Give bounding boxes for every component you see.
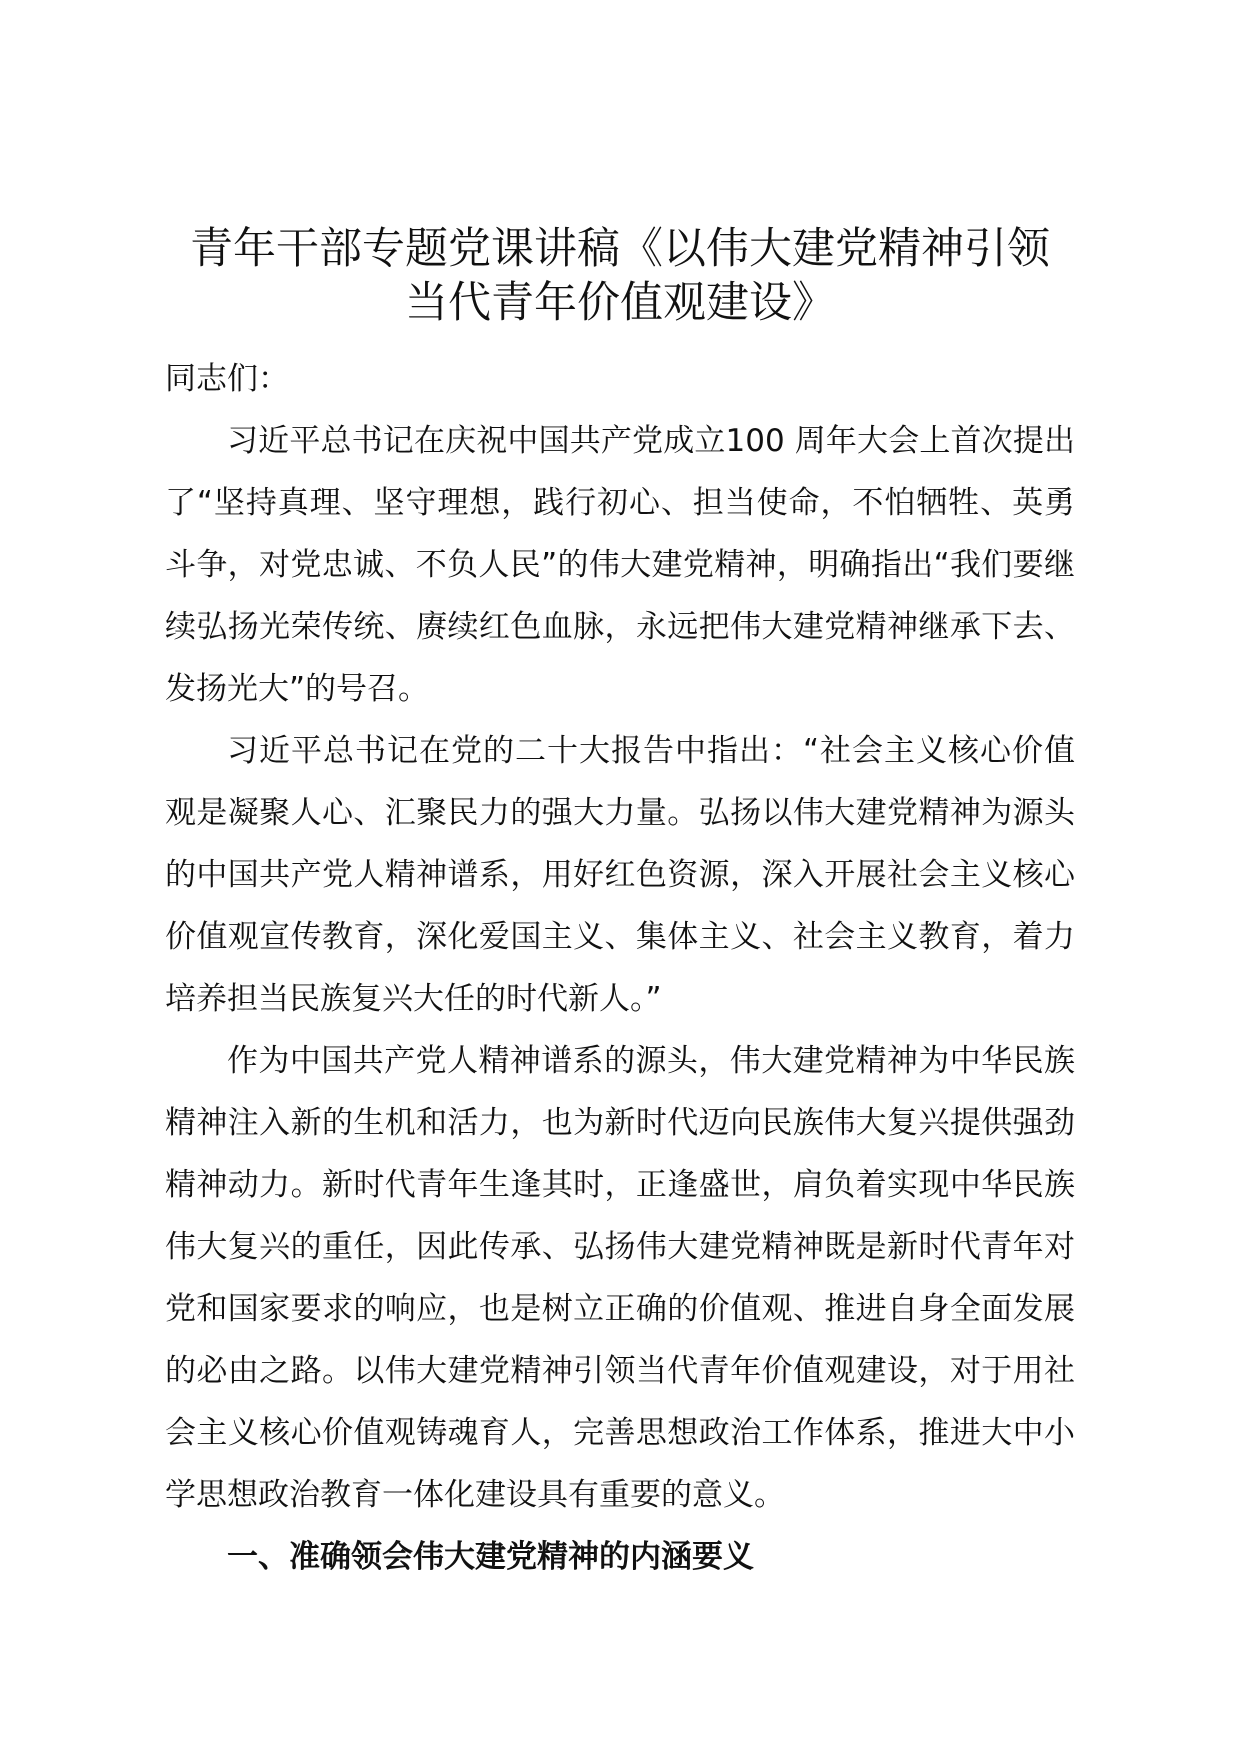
- title-line-2: 当代青年价值观建设》: [405, 278, 835, 328]
- section-heading: 一、准确领会伟大建党精神的内涵要义: [227, 1539, 754, 1575]
- title-line-1: 青年干部专题党课讲稿《以伟大建党精神引领: [190, 224, 1050, 274]
- document-body: [165, 348, 1075, 1588]
- salutation: 同志们：: [165, 361, 289, 397]
- paragraph-1: 习近平总书记在庆祝中国共产党成立100 周年大会上首次提出了“坚持真理、坚守理想，践行初心、担当使命，不怕牺牲、英勇斗争，对党忠诚、不负人民”的伟大建党精神，明确指出“我们要继续弘扬光荣传统、赓续红色血脉，永远把伟大建党精神继承下去、发扬光大”的号召。: [165, 423, 1075, 707]
- paragraph-2: 习近平总书记在党的二十大报告中指出：“社会主义核心价值观是凝聚人心、汇聚民力的强大力量。弘扬以伟大建党精神为源头的中国共产党人精神谱系，用好红色资源，深入开展社会主义核心价值观宣传教育，深化爱国主义、集体主义、社会主义教育，着力培养担当民族复兴大任的时代新人。”: [165, 733, 1075, 1017]
- paragraph-3: 作为中国共产党人精神谱系的源头，伟大建党精神为中华民族精神注入新的生机和活力，也为新时代迈向民族伟大复兴提供强劲精神动力。新时代青年生逢其时，正逢盛世，肩负着实现中华民族伟大复兴的重任，因此传承、弘扬伟大建党精神既是新时代青年对党和国家要求的响应，也是树立正确的价值观、推进自身全面发展的必由之路。以伟大建党精神引领当代青年价值观建设，对于用社会主义核心价值观铸魂育人，完善思想政治工作体系，推进大中小学思想政治教育一体化建设具有重要的意义。: [165, 1043, 1075, 1513]
- document-title: [150, 222, 1090, 330]
